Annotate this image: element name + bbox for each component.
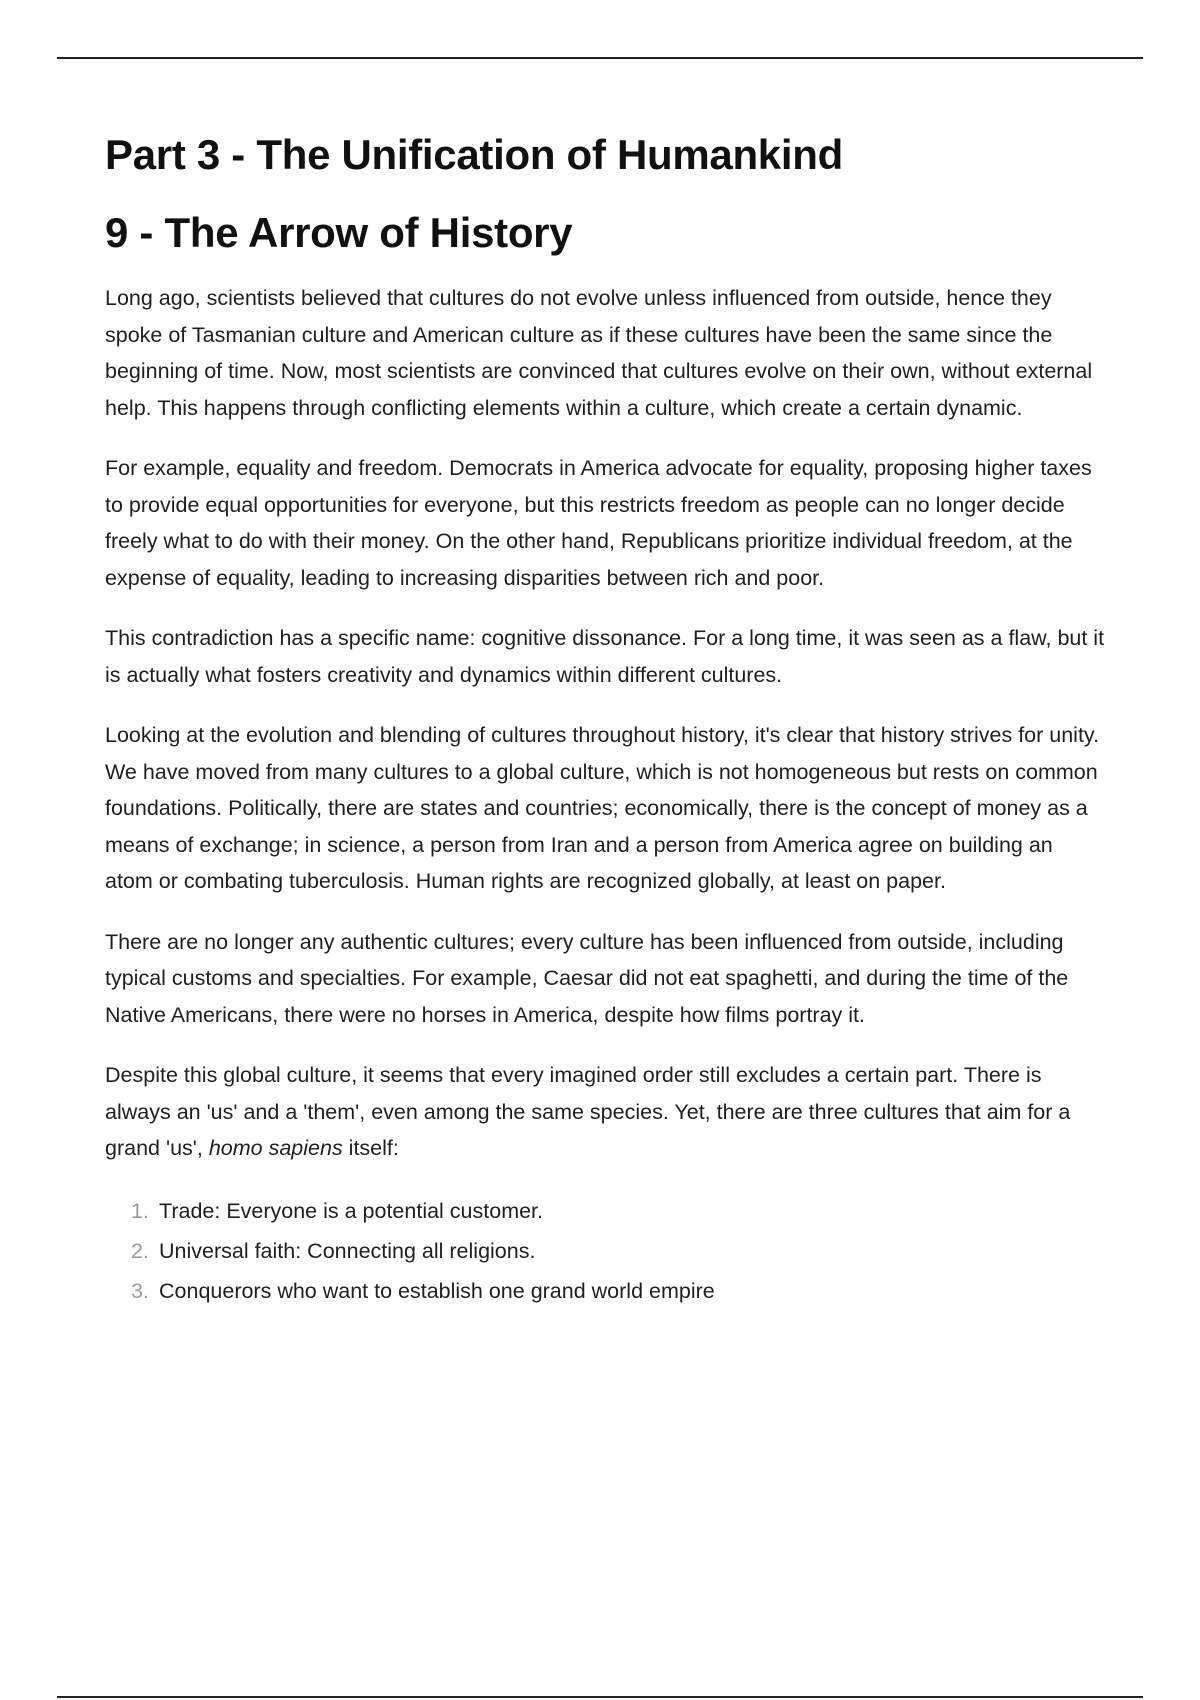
paragraph-6 (105, 1057, 1105, 1167)
paragraph-2: For example, equality and freedom. Democrats in America advocate for equality, proposing higher taxes to provide equal opportunities for everyone, but this restricts freedom as people can no longer decide freely what to do with their money. On the other hand, Republicans prioritize individual freedom, at the expense of equality, leading to increasing disparities between rich and poor. (105, 456, 1092, 590)
list-item (131, 1191, 1105, 1231)
paragraph-1: Long ago, scientists believed that cultures do not evolve unless influenced from outside, hence they spoke of Tasmanian culture and American culture as if these cultures have been the same since the beginning of time. Now, most scientists are convinced that cultures evolve on their own, without external help. This happens through conflicting elements within a culture, which create a certain dynamic. (105, 286, 1093, 420)
numbered-list (105, 1191, 1105, 1311)
list-item-number: 2. (131, 1238, 149, 1263)
list-item-number: 1. (131, 1198, 149, 1223)
list-item-text: Conquerors who want to establish one grand world empire (159, 1278, 715, 1303)
list-item-number: 3. (131, 1278, 149, 1303)
list-item-text: Trade: Everyone is a potential customer. (159, 1198, 544, 1223)
list-item-text: Universal faith: Connecting all religions. (159, 1238, 536, 1263)
part-title: Part 3 - The Unification of Humankind (105, 131, 843, 178)
list-item (131, 1271, 1105, 1311)
document-body (105, 128, 1105, 1311)
bottom-rule (57, 1696, 1143, 1698)
top-rule (57, 57, 1143, 59)
paragraph-6-emphasis: homo sapiens (208, 1136, 343, 1160)
paragraph-6-text-after: itself: (342, 1136, 399, 1160)
paragraph-6-text-before: Despite this global culture, it seems that every imagined order still excludes a certain part. There is always an 'us' and a 'them', even among the same species. Yet, there are three cultures that aim for a grand 'us', (105, 1063, 1071, 1160)
chapter-title: 9 - The Arrow of History (105, 209, 573, 256)
paragraph-3: This contradiction has a specific name: cognitive dissonance. For a long time, it was seen as a flaw, but it is actually what fosters creativity and dynamics within different cultures. (105, 626, 1105, 687)
paragraph-4: Looking at the evolution and blending of cultures throughout history, it's clear that history strives for unity. We have moved from many cultures to a global culture, which is not homogeneous but rests on common foundations. Politically, there are states and countries; economically, there is the concept of money as a means of exchange; in science, a person from Iran and a person from America agree on building an atom or combating tuberculosis. Human rights are recognized globally, at least on paper. (105, 723, 1100, 893)
paragraph-5: There are no longer any authentic cultures; every culture has been influenced from outside, including typical customs and specialties. For example, Caesar did not eat spaghetti, and during the time of the Native Americans, there were no horses in America, despite how films portray it. (105, 929, 1069, 1027)
list-item (131, 1231, 1105, 1271)
